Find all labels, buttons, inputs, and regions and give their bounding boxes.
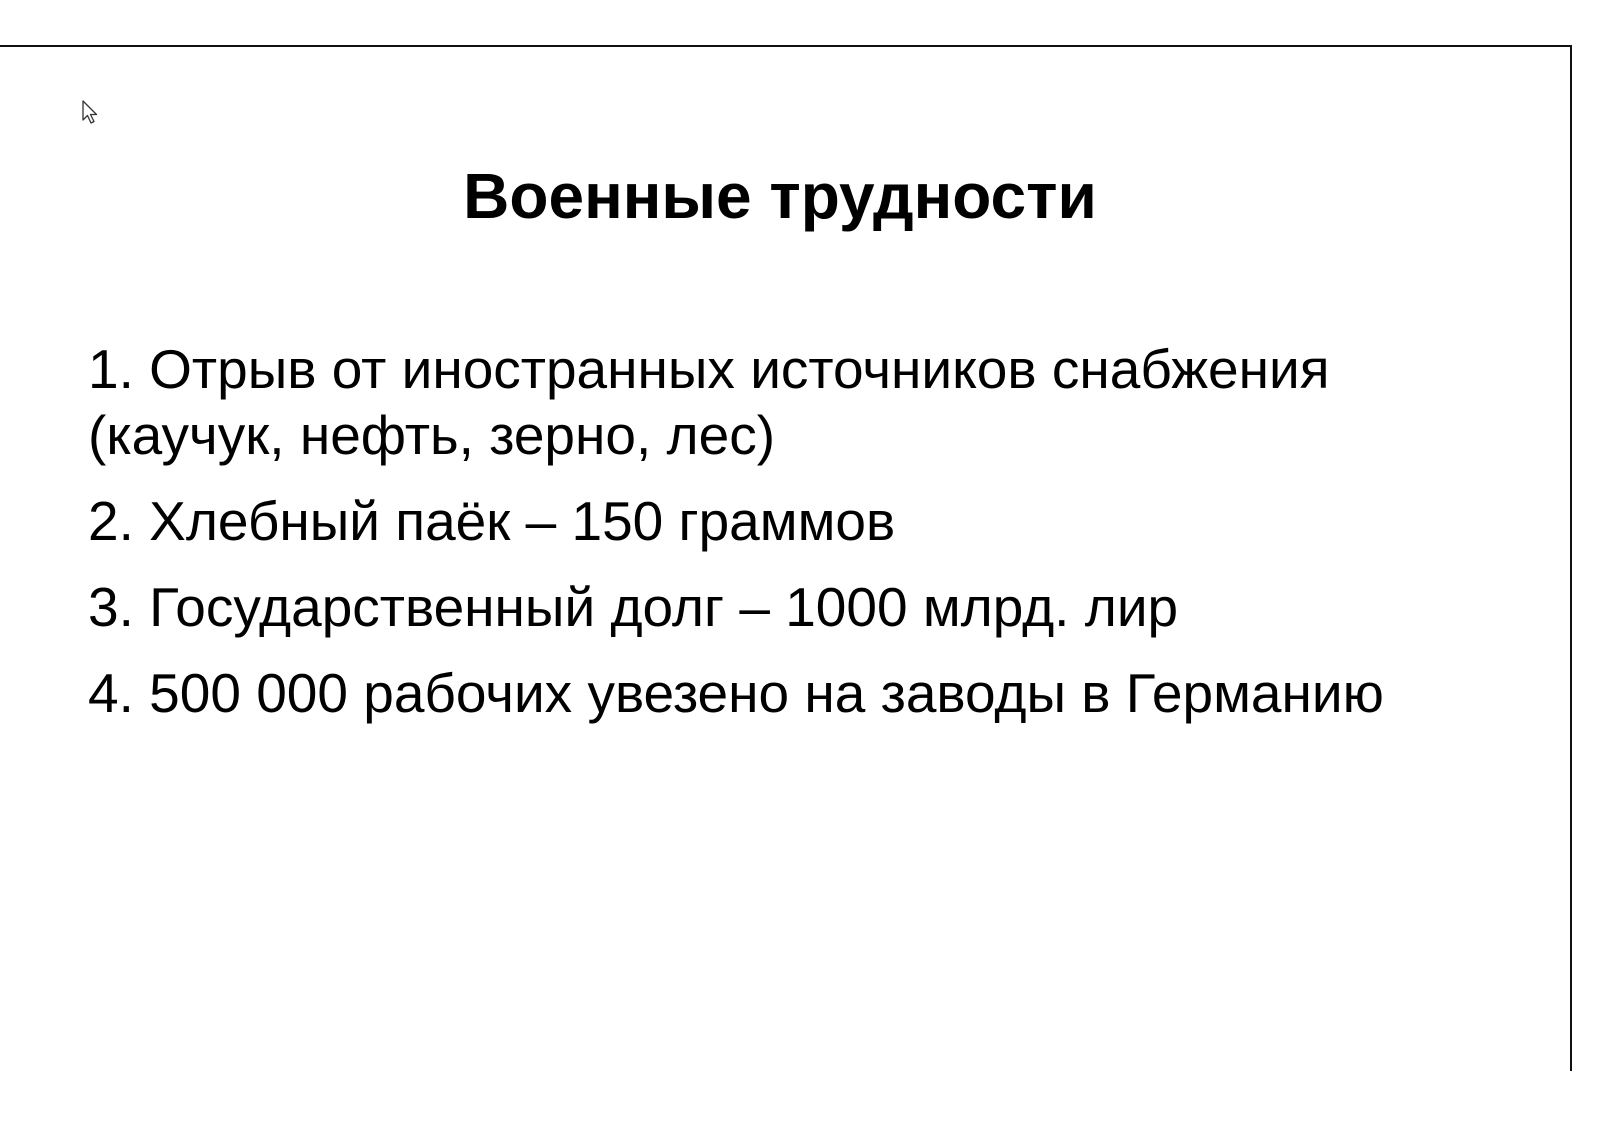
slide-top-border: [0, 45, 1572, 47]
content-list: [88, 336, 1528, 746]
list-item-3: 3. Государственный долг – 1000 млрд. лир: [88, 576, 1179, 638]
mouse-pointer-icon: [82, 100, 100, 126]
slide-right-border: [1570, 45, 1572, 1071]
list-item-2: 2. Хлебный паёк – 150 граммов: [88, 490, 896, 552]
list-item-1: 1. Отрыв от иностранных источников снабжения (каучук, нефть, зерно, лес): [88, 338, 1330, 466]
slide-title: Военные трудности: [463, 160, 1097, 232]
list-item-4: 4. 500 000 рабочих увезено на заводы в Германию: [88, 662, 1384, 724]
